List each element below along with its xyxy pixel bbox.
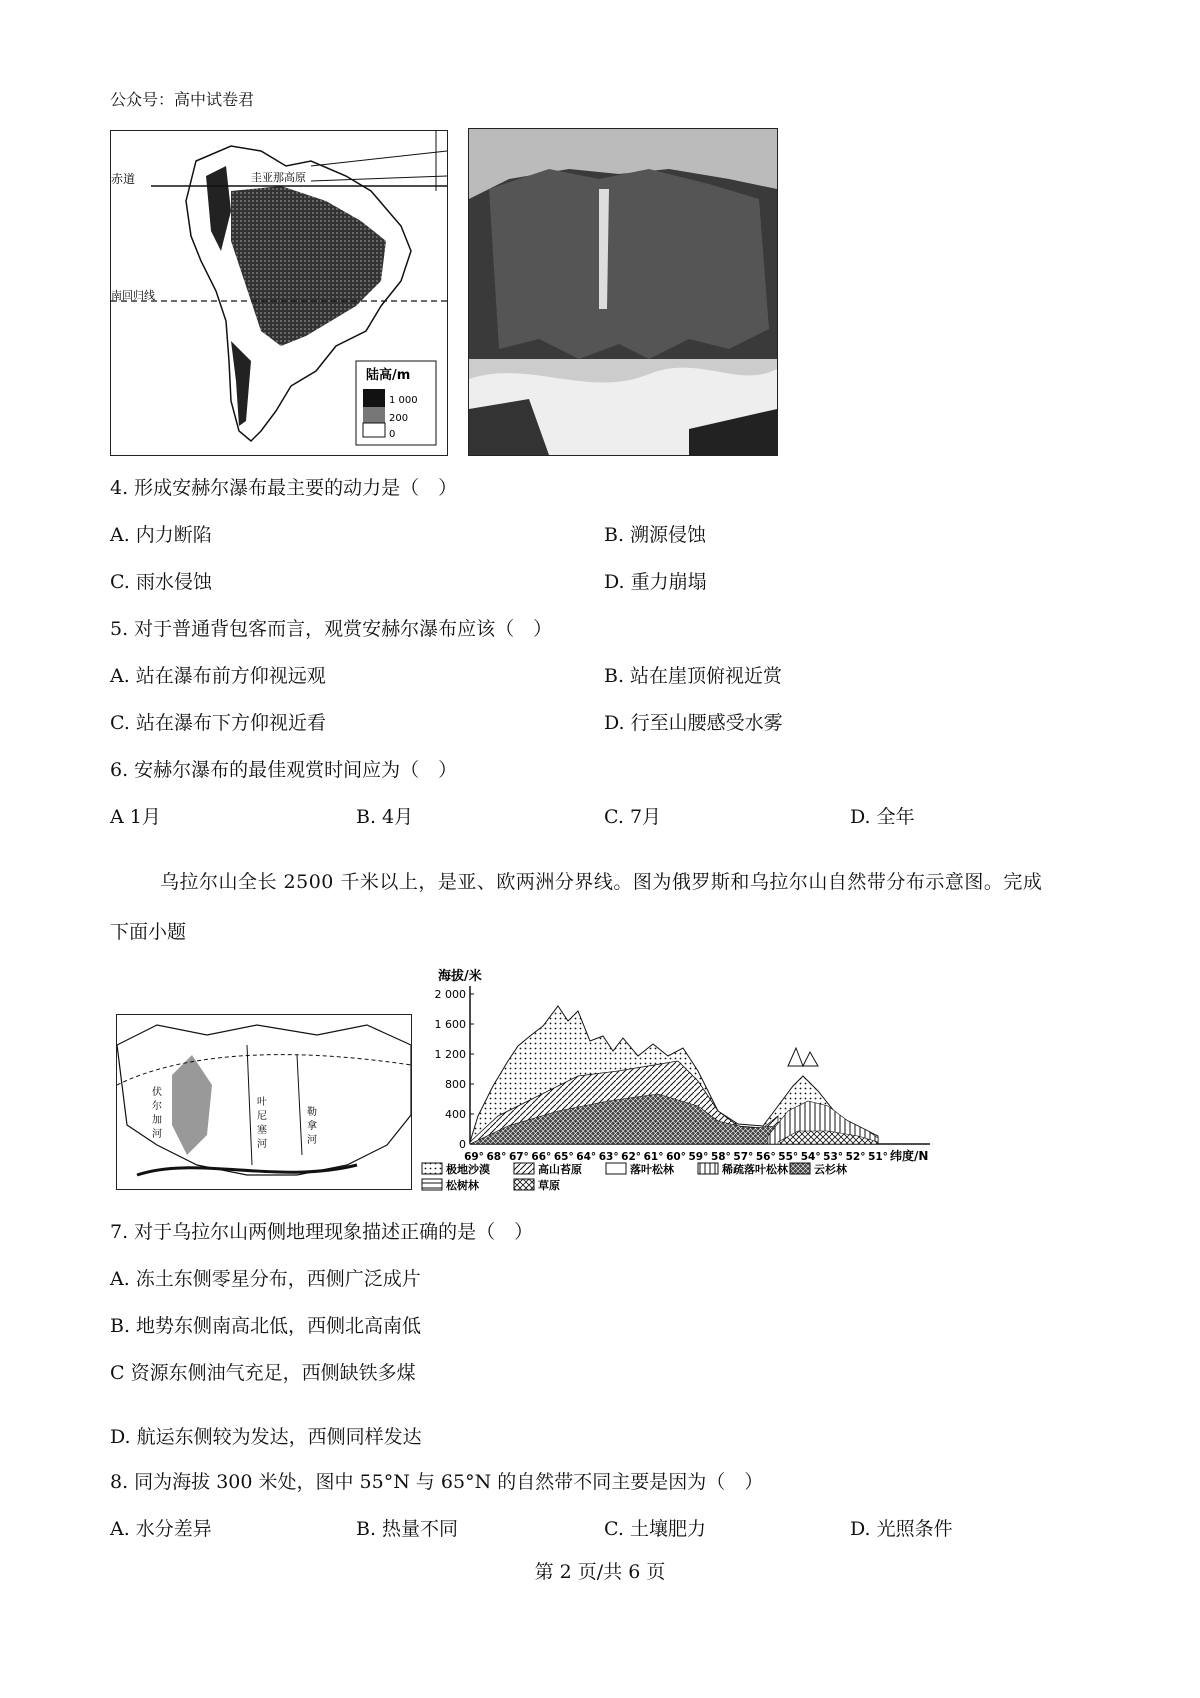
legend-label: 高山苔原 [538,1163,582,1176]
x-tick-label: 62° [621,1151,642,1163]
y-tick-label: 0 [459,1138,466,1151]
x-tick-label: 59° [688,1151,709,1163]
map-label-11: 河 [307,1135,317,1146]
elevation-legend [356,361,436,445]
map-label-7: 塞 [257,1125,267,1136]
q8-option-b: B. 热量不同 [356,1518,459,1540]
legend-swatch [422,1163,442,1174]
legend-label: 松树林 [446,1179,479,1192]
q5-stem: 5. 对于普通背包客而言，观赏安赫尔瀑布应该（ ） [110,618,553,640]
x-tick-label: 64° [576,1151,597,1163]
ural-profile-chart [418,966,940,1192]
q7-option-c: C 资源东侧油气充足，西侧缺铁多煤 [110,1362,416,1384]
map-label-5: 叶 [257,1097,267,1108]
q4-stem: 4. 形成安赫尔瀑布最主要的动力是（ ） [110,477,458,499]
legend-swatch [698,1163,718,1174]
x-tick-label: 57° [733,1151,754,1163]
q6-option-d: D. 全年 [850,806,915,828]
y-tick-label: 1 600 [434,1018,466,1031]
south-america-map [110,130,448,456]
plateau-label: 圭亚那高原 [251,171,306,184]
x-tick-label: 56° [755,1151,776,1163]
chart-ylabel: 海拔/米 [438,969,482,984]
page-number: 第 2 页/共 6 页 [534,1561,666,1583]
legend-label: 落叶松林 [630,1163,674,1176]
q5-option-c: C. 站在瀑布下方仰视近看 [110,712,326,734]
legend-label: 极地沙漠 [446,1163,490,1176]
q6-option-a: A 1月 [110,806,161,828]
x-tick-label: 68° [486,1151,507,1163]
q7-option-a: A. 冻土东侧零星分布，西侧广泛成片 [110,1268,421,1290]
x-tick-label: 54° [800,1151,821,1163]
legend-swatch [606,1163,626,1174]
q8-stem: 8. 同为海拔 300 米处，图中 55°N 与 65°N 的自然带不同主要是因为（ ） [110,1471,764,1493]
legend-value-1000: 1 000 [389,395,418,406]
russia-map [116,1014,412,1190]
q6-stem: 6. 安赫尔瀑布的最佳观赏时间应为（ ） [110,759,458,781]
legend-value-0: 0 [389,429,396,440]
legend-swatch [514,1179,534,1190]
chart-xlabel: 纬度/N [890,1149,929,1163]
y-tick-label: 1 200 [434,1048,466,1061]
x-tick-label: 55° [778,1151,799,1163]
legend-label: 草原 [538,1179,560,1192]
legend-swatch [514,1163,534,1174]
q4-option-d: D. 重力崩塌 [604,571,707,593]
legend-value-200: 200 [389,413,409,424]
x-tick-label: 51° [868,1151,888,1163]
q7-stem: 7. 对于乌拉尔山两侧地理现象描述正确的是（ ） [110,1221,534,1243]
legend-title: 陆高/m [366,368,411,383]
legend-swatch [790,1163,810,1174]
map-label-6: 尼 [257,1111,267,1122]
legend-swatch [422,1179,442,1190]
tropic-label: 南回归线 [111,289,155,302]
q4-option-a: A. 内力断陷 [110,524,212,546]
map-label-9: 勒 [307,1107,317,1118]
q8-option-d: D. 光照条件 [850,1518,953,1540]
passage-line-2: 下面小题 [110,921,187,943]
q7-option-b: B. 地势东侧南高北低，西侧北高南低 [110,1315,422,1337]
q8-option-a: A. 水分差异 [110,1518,212,1540]
x-tick-label: 67° [508,1151,529,1163]
q7-option-d: D. 航运东侧较为发达，西侧同样发达 [110,1426,422,1448]
angel-falls-photo [468,128,778,456]
x-tick-label: 60° [666,1151,686,1163]
x-tick-label: 69° [464,1151,484,1163]
legend-label: 稀疏落叶松林 [722,1163,788,1176]
x-tick-label: 63° [598,1151,619,1163]
passage-line-1: 乌拉尔山全长 2500 千米以上，是亚、欧两洲分界线。图为俄罗斯和乌拉尔山自然带分布示意图。完成 [160,871,1043,893]
x-tick-label: 58° [710,1151,731,1163]
q6-option-b: B. 4月 [356,806,414,828]
y-tick-label: 800 [445,1078,466,1091]
y-tick-label: 400 [445,1108,466,1121]
equator-label: 赤道 [111,172,136,186]
q6-option-c: C. 7月 [604,806,662,828]
q4-option-b: B. 溯源侵蚀 [604,524,707,546]
account-label: 公众号：高中试卷君 [110,90,255,109]
x-tick-label: 52° [845,1151,866,1163]
q8-option-c: C. 土壤肥力 [604,1518,706,1540]
q5-option-b: B. 站在崖顶俯视近赏 [604,665,783,687]
map-label-2: 尔 [152,1101,162,1112]
map-label-10: 拿 [307,1121,317,1132]
map-label-3: 加 [152,1115,162,1126]
map-label-4: 河 [152,1129,162,1140]
x-tick-label: 53° [823,1151,844,1163]
q5-option-a: A. 站在瀑布前方仰视远观 [110,665,326,687]
map-label-8: 河 [257,1139,267,1150]
x-tick-label: 61° [643,1151,664,1163]
x-tick-label: 66° [531,1151,552,1163]
q4-option-c: C. 雨水侵蚀 [110,571,212,593]
x-tick-label: 65° [553,1151,574,1163]
legend-label: 云杉林 [814,1163,847,1176]
y-tick-label: 2 000 [434,988,466,1001]
map-label-1: 伏 [152,1087,162,1098]
q5-option-d: D. 行至山腰感受水雾 [604,712,783,734]
